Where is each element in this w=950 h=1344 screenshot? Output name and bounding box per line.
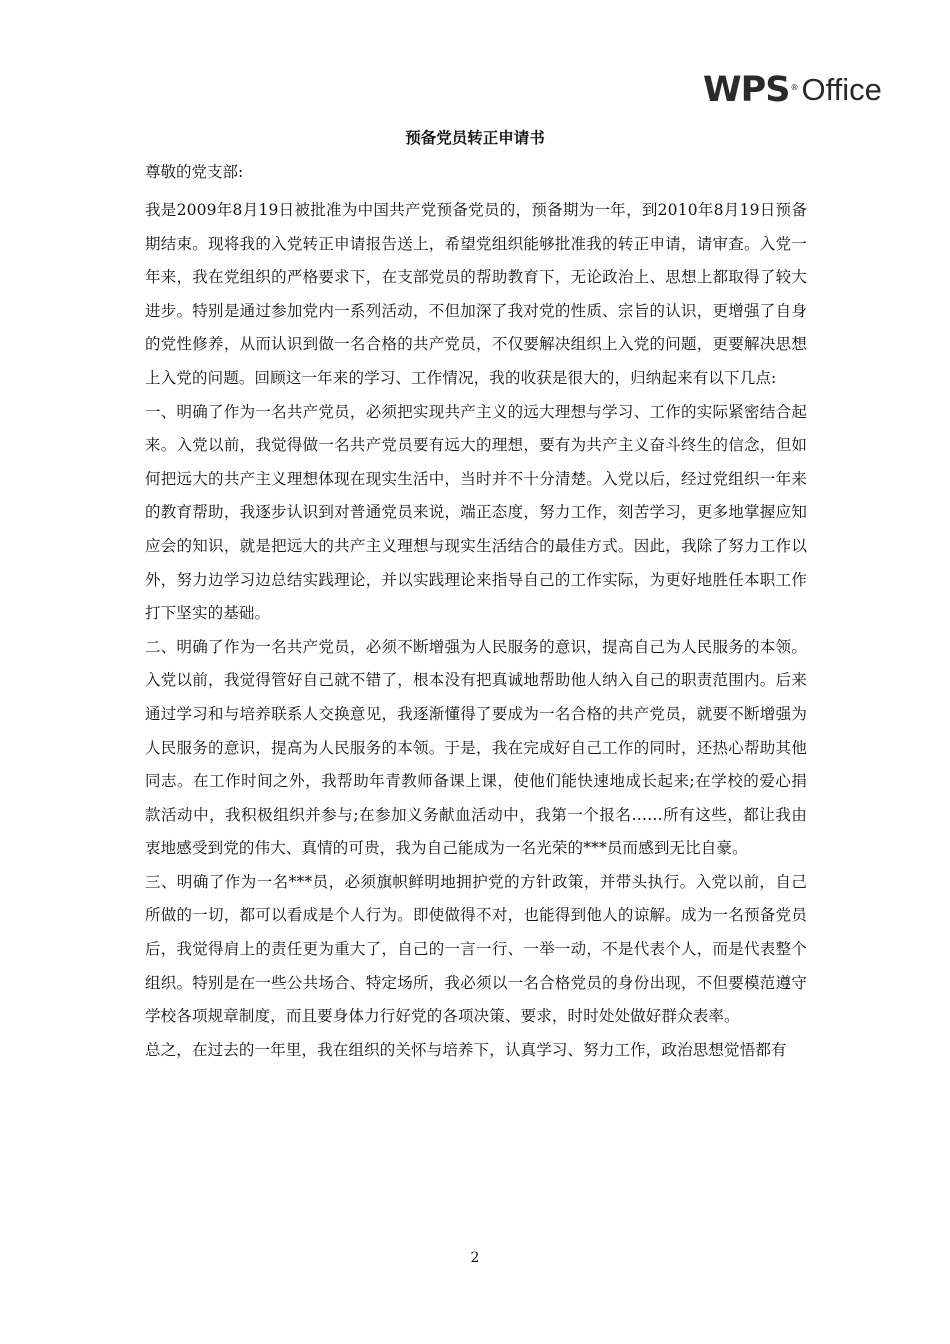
- document-title: 预备党员转正申请书: [405, 129, 545, 147]
- logo-office-text: Office: [801, 72, 882, 107]
- paragraph-conclusion: 总之，在过去的一年里，我在组织的关怀与培养下，认真学习、努力工作，政治思想觉悟都有: [145, 1040, 787, 1059]
- paragraph-intro: 我是2009年8月19日被批准为中国共产党预备党员的，预备期为一年，到2010年8月19日预备期结束。现将我的入党转正申请报告送上，希望党组织能够批准我的转正申请，请审查。入党一年来，我在党组织的严格要求下，在支部党员的帮助教育下，无论政治上、思想上都取得了较大进步。特别是通过参加党内一系列活动，不但加深了我对党的性质、宗旨的认识，更增强了自身的党性修养，从而认识到做一名合格的共产党员，不仅要解决组织上入党的问题，更要解决思想上入党的问题。回顾这一年来的学习、工作情况，我的收获是很大的，归纳起来有以下几点:: [145, 201, 807, 387]
- paragraph-point-1: 一、明确了作为一名共产党员，必须把实现共产主义的远大理想与学习、工作的实际紧密结合起来。入党以前，我觉得做一名共产党员要有远大的理想，要有为共产主义奋斗终生的信念，但如何把远大的共产主义理想体现在现实生活中，当时并不十分清楚。入党以后，经过党组织一年来的教育帮助，我逐步认识到对普通党员来说，端正态度，努力工作，刻苦学习，更多地掌握应知应会的知识，就是把远大的共产主义理想与现实生活结合的最佳方式。因此，我除了努力工作以外，努力边学习边总结实践理论，并以实践理论来指导自己的工作实际，为更好地胜任本职工作打下坚实的基础。: [145, 402, 807, 623]
- wps-office-logo: [703, 66, 883, 110]
- registered-mark: ®: [790, 83, 799, 92]
- document-body: [145, 194, 807, 1067]
- salutation: 尊敬的党支部:: [145, 163, 244, 181]
- page-number: 2: [470, 1250, 480, 1266]
- paragraph-point-3: 三、明确了作为一名***员，必须旗帜鲜明地拥护党的方针政策，并带头执行。入党以前，自己所做的一切，都可以看成是个人行为。即使做得不对，也能得到他人的谅解。成为一名预备党员后，我觉得肩上的责任更为重大了，自己的一言一行、一举一动，不是代表个人，而是代表整个组织。特别是在一些公共场合、特定场所，我必须以一名合格党员的身份出现，不但要模范遵守学校各项规章制度，而且要身体力行好党的各项决策、要求，时时处处做好群众表率。: [145, 872, 807, 1026]
- paragraph-point-2: 二、明确了作为一名共产党员，必须不断增强为人民服务的意识，提高自己为人民服务的本领。入党以前，我觉得管好自己就不错了，根本没有把真诚地帮助他人纳入自己的职责范围内。后来通过学习和与培养联系人交换意见，我逐渐懂得了要成为一名合格的共产党员，就要不断增强为人民服务的意识，提高为人民服务的本领。于是，我在完成好自己工作的同时，还热心帮助其他同志。在工作时间之外，我帮助年青教师备课上课，使他们能快速地成长起来;在学校的爱心捐款活动中，我积极组织并参与;在参加义务献血活动中，我第一个报名……所有这些，都让我由衷地感受到党的伟大、真情的可贵，我为自己能成为一名光荣的***员而感到无比自豪。: [145, 637, 807, 858]
- logo-wps-text: WPS ®: [703, 70, 799, 110]
